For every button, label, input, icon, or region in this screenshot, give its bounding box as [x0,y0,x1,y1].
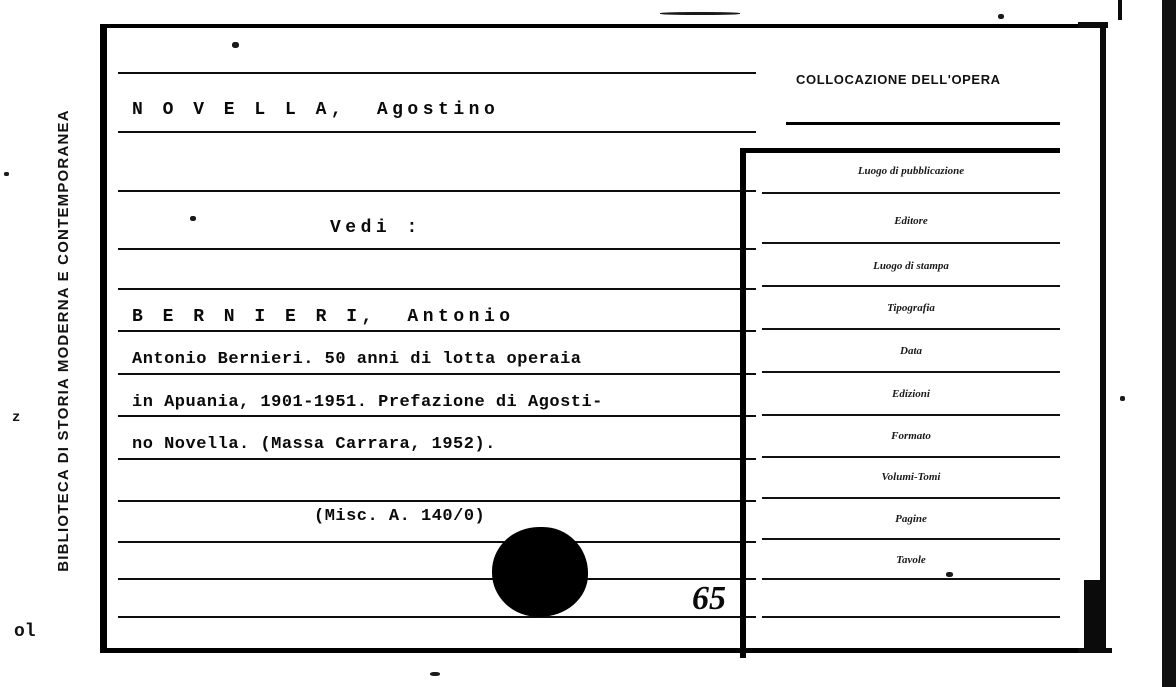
scan-speck [1120,396,1125,401]
card-rule [118,616,756,618]
collocation-field-volumi-tomi: Volumi-Tomi [881,471,941,483]
collocation-row-rule [762,578,1060,580]
card-rule [118,500,756,502]
reference-line-2: in Apuania, 1901-1951. Prefazione di Agosti- [132,393,603,412]
card-bottom-edge [100,648,1080,653]
scan-speck [946,572,953,577]
handwritten-number: 65 [692,580,726,617]
card-rule [118,72,756,74]
scan-speck [660,12,740,15]
scan-speck [430,672,440,676]
margin-mark-left: z [12,410,21,426]
scan-artifact [1100,28,1106,628]
collocation-field-formato: Formato [891,430,931,442]
library-stamp [48,70,78,610]
scan-speck [190,216,196,221]
collocation-field-editore: Editore [894,215,928,227]
card-rule [118,288,756,290]
scan-artifact [1084,580,1106,650]
card-rule [118,330,756,332]
collocation-field-luogo-di-pubblicazione: Luogo di pubblicazione [857,165,965,177]
collocation-panel-title-rule [786,122,1060,125]
card-rule [118,248,756,250]
see-reference-label: Vedi : [330,218,422,238]
reference-line-3: no Novella. (Massa Carrara, 1952). [132,435,496,454]
collocation-row-rule [762,497,1060,499]
library-stamp-text: BIBLIOTECA DI STORIA MODERNA E CONTEMPORANEA [54,108,72,572]
collocation-field-edizioni: Edizioni [892,388,930,400]
card-rule [118,415,756,417]
scan-artifact [1118,0,1122,20]
card-left-border [100,28,107,648]
collocation-row-rule [762,328,1060,330]
collocation-row-rule [762,456,1060,458]
collocation-row-rule [762,414,1060,416]
call-number-note: (Misc. A. 140/0) [314,507,486,526]
collocation-field-luogo-di-stampa: Luogo di stampa [873,260,949,272]
collocation-panel-left-border [740,148,746,658]
card-rule [118,541,756,543]
scan-speck [4,172,9,176]
collocation-field-tavole: Tavole [896,554,926,566]
collocation-row-rule [762,242,1060,244]
scan-artifact [1078,648,1112,653]
card-rule [118,190,756,192]
scan-speck [998,14,1004,19]
collocation-row-rule [762,285,1060,287]
scan-speck [232,42,239,48]
collocation-row-rule [762,616,1060,618]
collocation-field-pagine: Pagine [895,513,927,525]
card-rule [118,458,756,460]
reference-author: B E R N I E R I, Antonio [132,307,515,327]
margin-mark-bottom-left: ol [14,622,36,642]
card-rule [118,578,756,580]
card-rule [118,131,756,133]
collocation-field-data: Data [900,345,922,357]
card-top-edge [100,24,1080,28]
collocation-panel-top-rule [740,148,1060,153]
collocation-row-rule [762,538,1060,540]
scan-edge-dark [1162,0,1176,687]
collocation-field-tipografia: Tipografia [887,302,935,314]
reference-line-1: Antonio Bernieri. 50 anni di lotta operaia [132,350,582,369]
card-rule [118,373,756,375]
collocation-row-rule [762,371,1060,373]
ink-blot [492,527,588,617]
card-heading-author: N O V E L L A, Agostino [132,100,500,120]
collocation-row-rule [762,192,1060,194]
collocation-panel-title: COLLOCAZIONE DELL'OPERA [796,72,1001,87]
